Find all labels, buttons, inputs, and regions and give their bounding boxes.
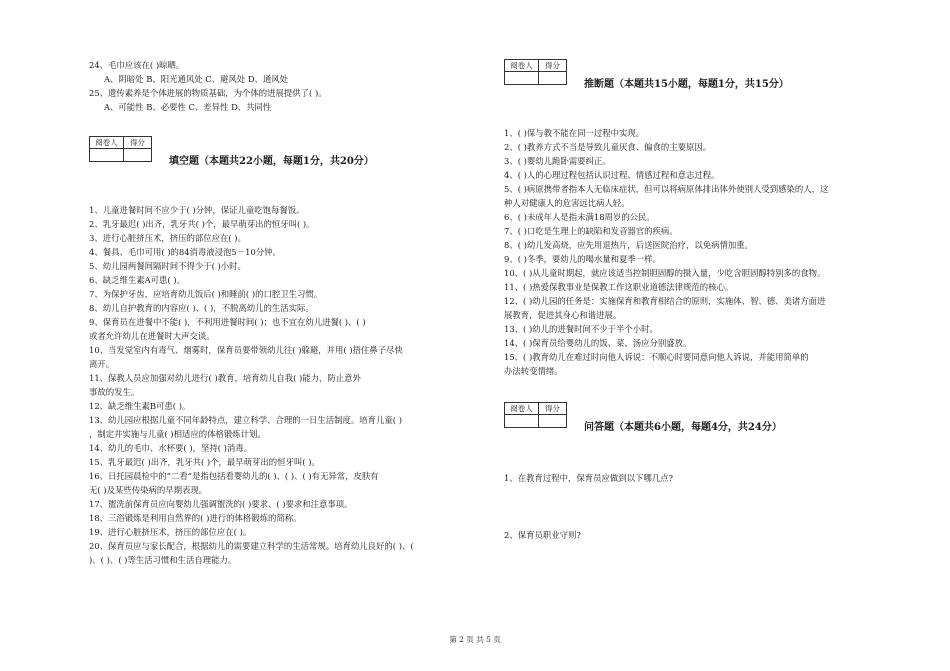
fill-line: 离开。 [89,359,115,369]
judge-line: 6、( )未成年人是指未满18周岁的公民。 [504,212,655,222]
judge-section-title: 推断题（本题共15小题，每题1分，共15分） [584,79,789,90]
question-24-options: A、阴暗处 B、阳光通风处 C、避风处 D、通风处 [104,74,289,84]
fill-line: 18、三浴锻炼是利用自然界的( )进行的体格锻炼的简称。 [89,513,302,523]
score-label: 得分 [539,403,567,415]
question-25: 25、遗传素养是个体进展的物质基础，为个体的进展提供了( )。 [89,88,327,98]
judge-line: 2、( )教养方式不当是导致儿童厌食、偏食的主要原因。 [504,142,712,152]
fill-line: 20、保育员应与家长配合，根据幼儿的需要建立科学的生活常规。培育幼儿良好的( )、( [89,541,414,551]
fill-line: 13、幼儿园应根据儿童不同年龄特点，建立科学、合理的一日生活制度。培育儿童( ) [89,415,402,425]
fill-line: 12、缺乏维生素B可患( )。 [89,401,191,411]
reviewer-label: 阅卷人 [90,137,124,149]
judge-line: 4、( )人的心理过程包括认识过程、情感过程和意志过程。 [504,170,720,180]
fill-line: 1、儿童进餐时间不应少于( )分钟，保证儿童吃饱每餐饭。 [89,205,305,215]
qa-question-2: 2、保育员职业守则? [504,530,581,540]
fill-line: 11、保教人员应加强对幼儿进行( )教育，培育幼儿自我( )能力，防止意外 [89,373,361,383]
fill-line: 或者允许幼儿在进餐时大声交谈。 [89,331,215,341]
score-label: 得分 [124,137,152,149]
fill-line: 6、缺乏维生素A可患( )。 [89,275,185,285]
judge-line: 14、( )保育员给婴幼儿的饭、菜、汤应分别盛放。 [504,338,692,348]
fill-line: 8、幼儿自护教育的内容应( )、( )，不脱离幼儿的生活实际。 [89,303,314,313]
fill-score-box [89,136,152,162]
fill-line: 10、当发觉室内有毒气、烟雾时，保育员要带领幼儿往( )躲避，并用( )捂住鼻子尽快 [89,345,403,355]
fill-line: 14、幼儿的毛巾、水杯要( )，坚持( )消毒。 [89,443,253,453]
judge-line: 9、( )冬季，要幼儿的喝水量和夏季一样。 [504,254,661,264]
judge-line: 13、( )幼儿的进餐时间不少于半个小时。 [504,324,658,334]
judge-line: 7、( )口吃是生理上的缺陷和发音器官的疾病。 [504,226,678,236]
judge-line: 15、( )教育幼儿在难过时向他人诉说：不顺心时要同意向他人诉说，并能用简单的 [504,352,809,362]
page-number: 第 2 页 共 5 页 [449,635,501,644]
judge-line: 5、( )病原携带者指本人无临床症状，但可以将病原体排出体外使别人受到感染的人，这 [504,184,829,194]
judge-line: 11、( )热爱保教事业是保教工作这职业道德法律规范的核心。 [504,282,734,292]
judge-score-box [504,59,567,85]
reviewer-label: 阅卷人 [505,60,539,72]
reviewer-label: 阅卷人 [505,403,539,415]
judge-line: 3、( )婴幼儿跪卧需要纠正。 [504,156,611,166]
fill-line: ，制定并实施与儿童( )相适应的体格锻炼计划。 [89,429,266,439]
judge-line: 种人对健康人的危害远比病人轻。 [504,198,630,208]
fill-line: 5、幼儿园两餐间隔时间不得少于( )小时。 [89,261,246,271]
question-24: 24、毛巾应该在( )晾晒。 [89,60,185,70]
fill-line: )、( )、( )等生活习惯和生活自理能力。 [89,555,237,565]
fill-line: 16、日托园晨检中的“二看”是指包括看婴幼儿的( )、( )、( )有无异常，皮肤有 [89,471,379,481]
fill-line: 事故的发生。 [89,387,140,397]
fill-line: 4、餐具、毛巾可用( )的84消毒液浸泡5－10分钟。 [89,247,281,257]
fill-line: 17、盥洗前保育员应向婴幼儿强调盥洗的( )要求、( )要求和注意事项。 [89,499,353,509]
fill-line: 9、保育员在进餐中不能( )，不利用进餐时间( )；也不宜在幼儿进餐( )、( ) [89,317,366,327]
judge-line: 12、( )幼儿园的任务是：实施保育和教育相结合的原则，实施体、智、德、美诸方面进 [504,296,826,306]
fill-line: 无( )及某些传染病的早期表现。 [89,485,208,495]
judge-line: 10、( )从儿童时期起，就应该适当控制胆固醇的摄入量，少吃含胆固醇特别多的食物。 [504,268,826,278]
fill-line: 2、乳牙最迟( )出齐，乳牙共( )个，最早萌芽出的恒牙叫( )。 [89,219,315,229]
qa-section-title: 问答题（本题共6小题，每题4分，共24分） [584,422,782,433]
qa-question-1: 1、在教育过程中，保育员应做到以下哪几点? [504,473,673,483]
score-label: 得分 [539,60,567,72]
judge-line: 办法转变情绪。 [504,366,563,376]
judge-line: 展教育，促进其身心和谐进展。 [504,310,622,320]
judge-line: 1、( )保与教不能在同一过程中实现。 [504,128,645,138]
fill-section-title: 填空题（本题共22小题，每题1分，共20分） [169,156,374,167]
fill-line: 7、为保护牙齿，应培育幼儿饭后( )和睡前( )的口腔卫生习惯。 [89,289,323,299]
question-25-options: A、可能性 B、必要性 C、差异性 D、共同性 [104,102,272,112]
fill-line: 3、进行心脏挤压术，挤压的部位应在( )。 [89,233,246,243]
fill-line: 19、进行心脏挤压术，挤压的部位应在( )。 [89,527,252,537]
judge-line: 8、( )幼儿发高烧，应先用退热片，后送医院治疗，以免病情加重。 [504,240,754,250]
qa-score-box [504,402,567,428]
fill-line: 15、乳牙最迟( )出齐，乳牙共( )个，最早萌芽出的恒牙叫( )。 [89,457,320,467]
